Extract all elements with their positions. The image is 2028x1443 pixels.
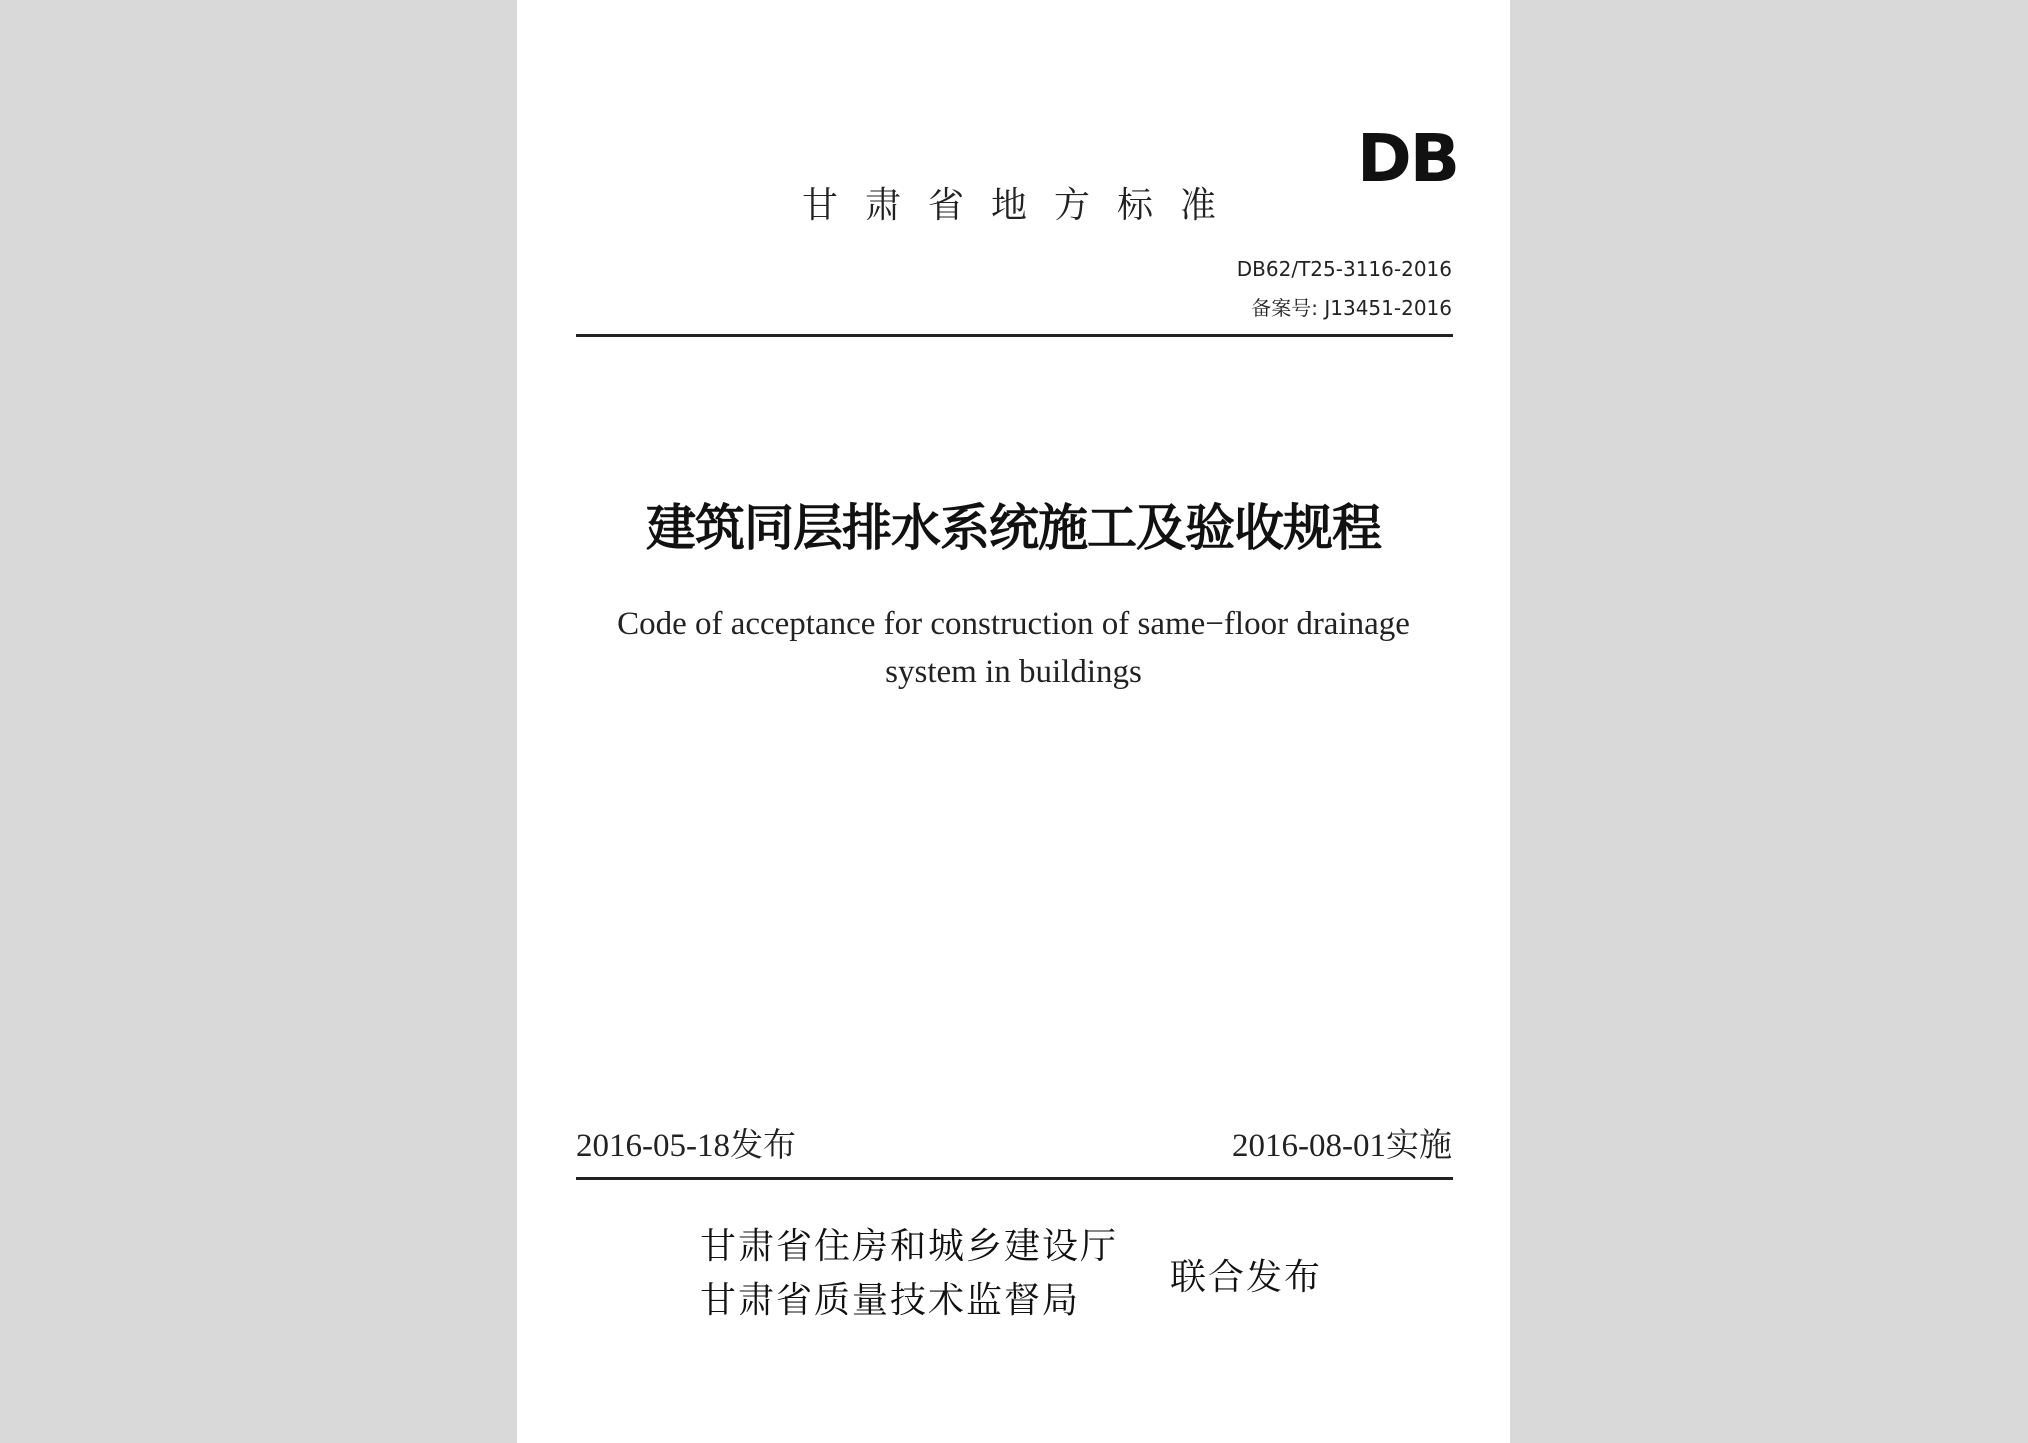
effective-date: 2016-08-01实施 xyxy=(1232,1128,1452,1164)
joint-issue-label: 联合发布 xyxy=(1170,1257,1323,1298)
title-chinese: 建筑同层排水系统施工及验收规程 xyxy=(646,498,1381,557)
issuer-quality-bureau: 甘肃省质量技术监督局 xyxy=(700,1280,1081,1321)
standard-category: 甘肃省地方标准 xyxy=(802,185,1244,226)
standard-number: DB62/T25-3116-2016 xyxy=(1236,257,1452,281)
title-english-line-1: Code of acceptance for construction of same−floor drainage xyxy=(617,606,1410,642)
title-english-line-2: system in buildings xyxy=(885,654,1142,690)
cover-page xyxy=(517,0,1510,1443)
bottom-divider xyxy=(576,1177,1453,1180)
top-divider xyxy=(576,334,1453,337)
issue-date: 2016-05-18发布 xyxy=(576,1128,796,1164)
title-english xyxy=(517,600,1510,696)
issuer-housing-department: 甘肃省住房和城乡建设厅 xyxy=(700,1226,1119,1267)
record-number: 备案号: J13451-2016 xyxy=(1251,296,1452,320)
db-mark: DB xyxy=(1357,120,1459,197)
